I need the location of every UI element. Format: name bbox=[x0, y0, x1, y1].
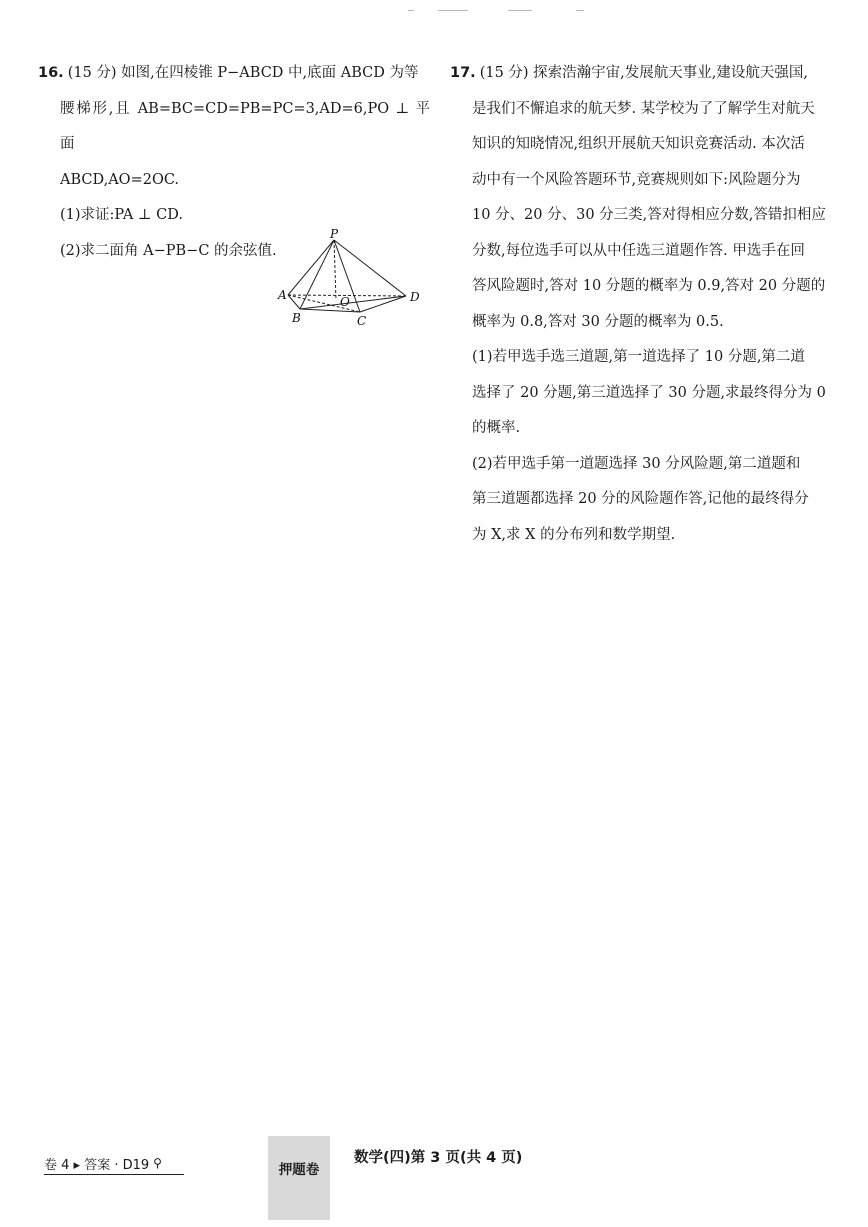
pyramid-diagram bbox=[268, 228, 428, 338]
label-A: A bbox=[278, 288, 287, 302]
q16-line-3: ABCD,AO=2OC. bbox=[60, 171, 180, 188]
edge-BC bbox=[300, 309, 360, 312]
top-scan-marks bbox=[400, 8, 600, 20]
label-P: P bbox=[330, 228, 339, 241]
label-C: C bbox=[357, 314, 367, 328]
label-D: D bbox=[410, 290, 420, 304]
edge-PD bbox=[334, 240, 406, 296]
q17-intro-1: (15 分) 探索浩瀚宇宙,发展航天事业,建设航天强国, bbox=[479, 65, 808, 81]
question-17 bbox=[450, 56, 834, 553]
q17-intro-2: 是我们不懈追求的航天梦. 某学校为了了解学生对航天 bbox=[472, 100, 815, 117]
footer-answer-label: 卷 4 ▸ 答案 · D19 bbox=[44, 1157, 150, 1173]
q17-part1-line-2: 选择了 20 分题,第三道选择了 30 分题,求最终得分为 0 bbox=[472, 384, 826, 401]
footer-page-title: 数学(四)第 3 页(共 4 页) bbox=[354, 1150, 523, 1166]
q17-part2-line-3: 为 X,求 X 的分布列和数学期望. bbox=[472, 526, 676, 543]
segment-PO-hidden bbox=[334, 240, 336, 300]
q17-intro-8: 概率为 0.8,答对 30 分题的概率为 0.5. bbox=[472, 313, 724, 330]
label-B: B bbox=[292, 311, 301, 325]
segment-BD bbox=[300, 296, 406, 309]
q16-line-2: 腰梯形,且 AB=BC=CD=PB=PC=3,AD=6,PO ⊥ 平面 bbox=[60, 100, 430, 152]
label-O: O bbox=[340, 295, 350, 309]
q16-part-2: (2)求二面角 A−PB−C 的余弦值. bbox=[60, 242, 277, 259]
q17-part2-line-2: 第三道题都选择 20 分的风险题作答,记他的最终得分 bbox=[472, 491, 809, 507]
q17-intro-7: 答风险题时,答对 10 分题的概率为 0.9,答对 20 分题的 bbox=[472, 278, 826, 294]
q17-intro-5: 10 分、20 分、30 分三类,答对得相应分数,答错扣相应 bbox=[472, 207, 826, 223]
footer-answer-ref bbox=[44, 1152, 184, 1175]
q16-line-1: (15 分) 如图,在四棱锥 P−ABCD 中,底面 ABCD 为等 bbox=[67, 65, 419, 81]
footer-badge bbox=[268, 1136, 330, 1220]
q16-number: 16. bbox=[38, 65, 64, 81]
footer-badge-label: 押题卷 bbox=[278, 1162, 320, 1178]
q17-number: 17. bbox=[450, 65, 476, 81]
magnifier-icon: ⚲ bbox=[153, 1156, 162, 1170]
q17-intro-6: 分数,每位选手可以从中任选三道题作答. 甲选手在回 bbox=[472, 242, 805, 259]
pyramid-figure bbox=[268, 228, 428, 338]
q16-header bbox=[38, 56, 430, 92]
q17-intro-3: 知识的知晓情况,组织开展航天知识竞赛活动. 本次活 bbox=[472, 136, 805, 152]
q17-part1-line-1: (1)若甲选手选三道题,第一道选择了 10 分题,第二道 bbox=[472, 349, 805, 365]
q16-part-1: (1)求证:PA ⊥ CD. bbox=[60, 207, 183, 223]
q17-header bbox=[450, 56, 834, 92]
q17-intro-4: 动中有一个风险答题环节,竞赛规则如下:风险题分为 bbox=[472, 171, 801, 188]
q17-part1-line-3: 的概率. bbox=[472, 420, 521, 436]
q17-part2-line-1: (2)若甲选手第一道题选择 30 分风险题,第二道题和 bbox=[472, 455, 801, 472]
